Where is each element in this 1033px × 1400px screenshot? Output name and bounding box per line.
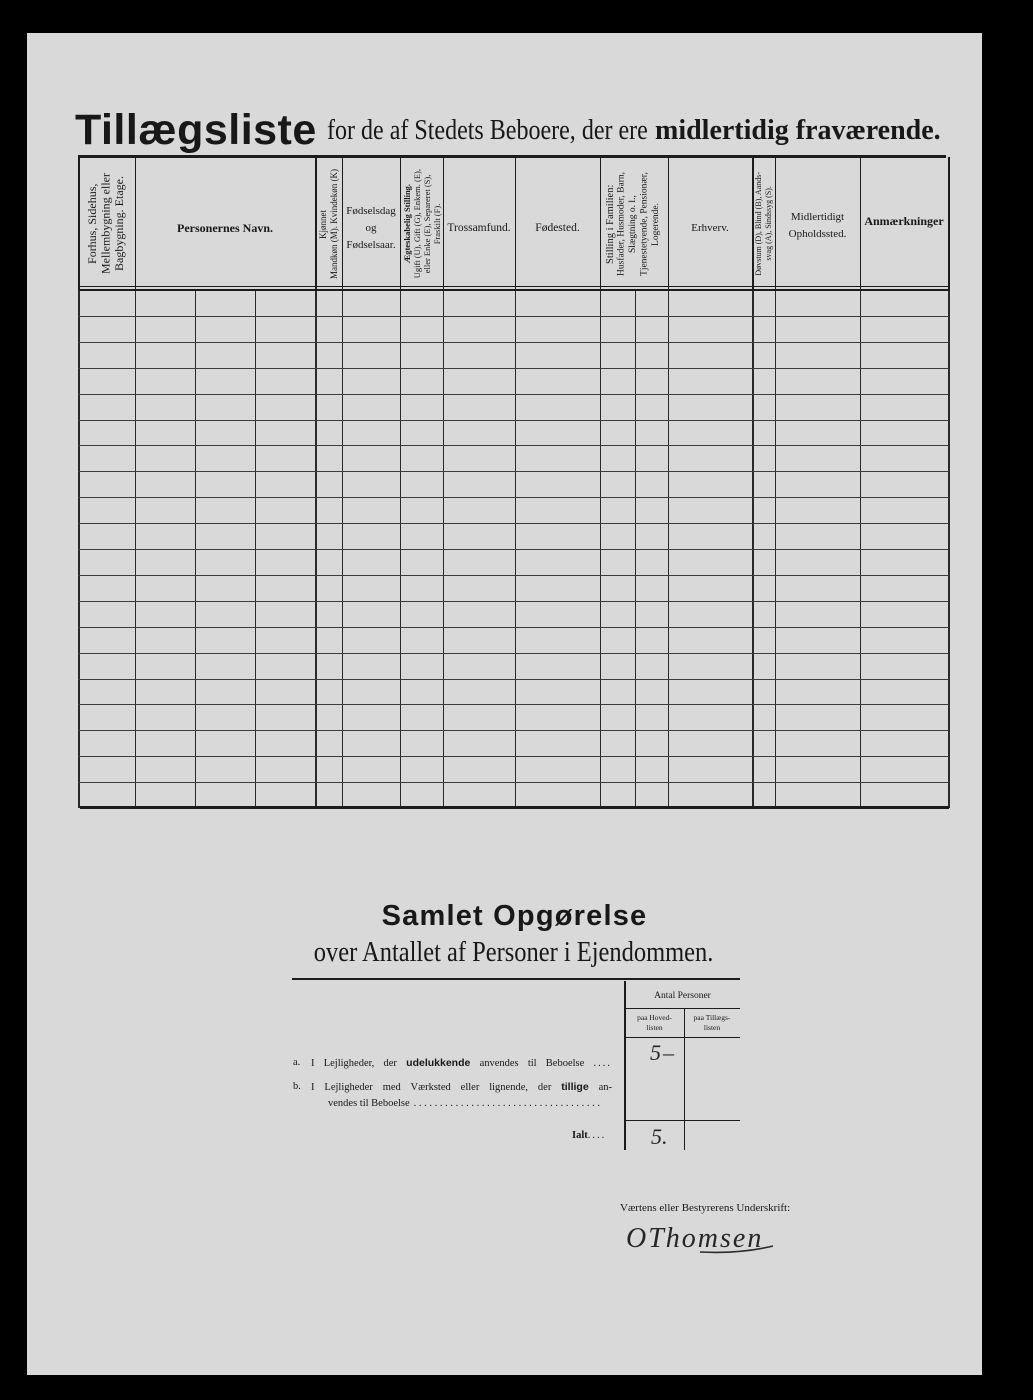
header-disability-line: svag (A), Sindssyg (S). (763, 186, 773, 261)
header-birth-line: Fødselsdag (346, 205, 396, 217)
header-sex-line: Kjønnet (317, 209, 328, 238)
header-family-line: Husfader, Husmoder, Barn, (616, 171, 627, 276)
summary-row-b-marker: b. (293, 1081, 301, 1092)
summary-row-b-text-line2: vendes til Beboelse (328, 1098, 410, 1109)
header-name-label: Personernes Navn. (177, 221, 273, 235)
summary-column-supplement-line: paa Tillægs- (693, 1013, 731, 1022)
header-disability-line: Døvstum (D), Blind (B), Aands- (753, 171, 763, 276)
summary-row-a-leader: .... (593, 1058, 613, 1069)
header-birth-line: og (365, 222, 377, 234)
signature-label: Værtens eller Bestyrerens Underskrift: (620, 1202, 791, 1214)
summary-column-main-line: paa Hoved- (637, 1013, 672, 1022)
header-location-line: Bagbygning. Etage. (112, 176, 127, 271)
summary-column-supplement-line: listen (703, 1022, 721, 1032)
header-marital-line: eller Enke (E), Separeret (S), (421, 174, 432, 273)
header-family-line: Logerende. (651, 202, 662, 245)
summary-row-b-text-post: an- (598, 1082, 613, 1093)
summary-row-a-count-main: 5– (650, 1040, 676, 1065)
header-temporary-residence-line: Midlertidigt (790, 210, 845, 223)
header-family-line: Stilling i Familien: (605, 183, 617, 264)
summary-row-b-leader: . . . . . . . . . . . . . . . . . . . . . . . . . . . . . . . . . . . . (413, 1098, 601, 1109)
header-family-line: Slægtning o. l., (628, 194, 639, 253)
form-title: Tillægsliste (75, 106, 317, 154)
header-birthplace-label: Fødested. (535, 222, 580, 234)
summary-row-a-text-post: anvendes til Beboelse (479, 1058, 585, 1069)
header-marital-line: Ægteskabelig Stilling. (401, 183, 412, 264)
header-occupation-label: Erhverv. (691, 222, 729, 234)
header-family-line: Tjenestetyende, Pensionær, (639, 171, 650, 276)
summary-total-count-main: 5. (651, 1124, 668, 1149)
header-marital-line: Fraskilt (F). (431, 203, 442, 244)
signature-name: OThomsen (626, 1223, 764, 1254)
form-title-emphasis: midlertidig fraværende. (655, 115, 941, 146)
summary-row-b-text-bold: tillige (561, 1081, 589, 1093)
summary-row-b-text-pre: I Lejligheder med Værksted eller lignende, der (311, 1082, 552, 1093)
header-temporary-residence-line: Opholdssted. (788, 227, 847, 240)
header-birth-line: Fødselsaar. (346, 239, 396, 251)
header-marital-line: Ugift (U), Gift (G), Enkem. (E), (411, 168, 422, 279)
header-religion-label: Trossamfund. (447, 222, 511, 234)
summary-subtitle: over Antallet af Personer i Ejendommen. (313, 937, 714, 968)
header-location-line: Forhus, Sidehus, (85, 183, 100, 264)
summary-title: Samlet Opgørelse (381, 900, 648, 932)
header-remarks-label: Anmærkninger (864, 214, 944, 228)
header-location-line: Mellembygning eller (98, 173, 113, 274)
form-title-middle: for de af Stedets Beboere, der ere (327, 115, 648, 146)
summary-count-header: Antal Personer (654, 991, 711, 1001)
summary-row-a-text-pre: I Lejligheder, der (311, 1058, 397, 1069)
summary-total-leader: .... (587, 1130, 607, 1141)
summary-column-main-line: listen (646, 1022, 663, 1032)
summary-row-a-text-bold: udelukkende (406, 1057, 471, 1069)
summary-row-a-marker: a. (293, 1057, 301, 1068)
header-sex-line: Mandkøn (M). Kvindekøn (K) (328, 168, 339, 279)
summary-total-label: Ialt (572, 1130, 588, 1141)
